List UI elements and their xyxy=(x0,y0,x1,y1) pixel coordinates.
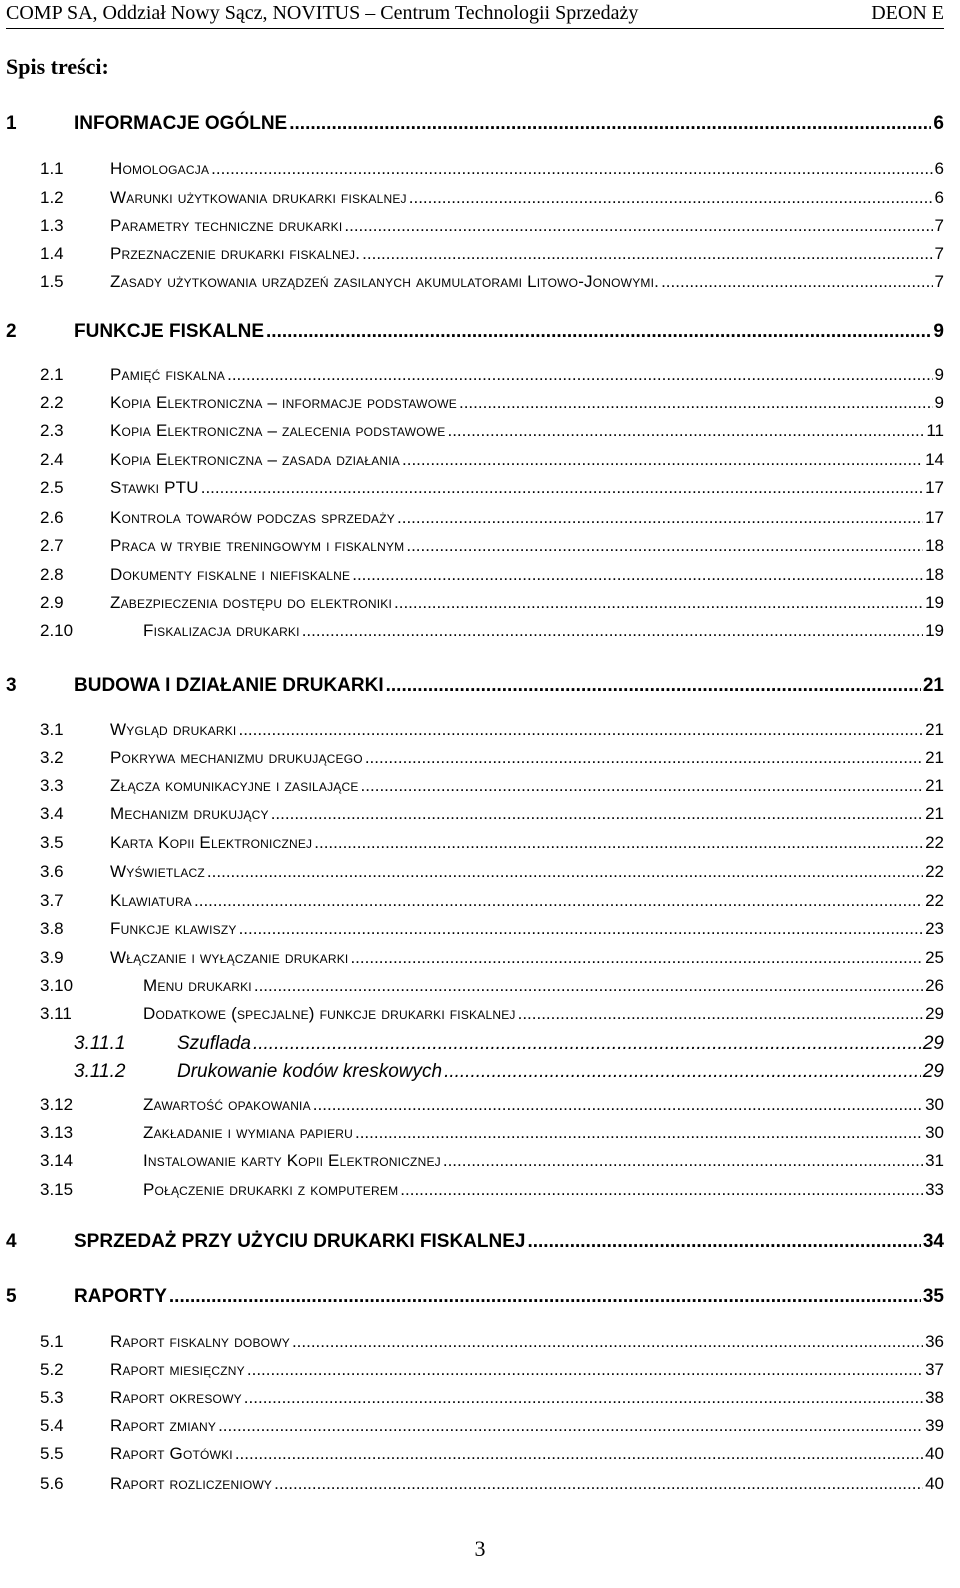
toc-entry-number: 5.2 xyxy=(40,1360,64,1379)
dot-leader xyxy=(237,919,924,939)
toc-entry-number: 5.4 xyxy=(40,1416,64,1435)
toc-entry[interactable] xyxy=(0,565,955,593)
toc-entry-number: 3.6 xyxy=(40,862,64,881)
toc-entry-number: 3.12 xyxy=(40,1095,74,1114)
toc-entry[interactable] xyxy=(0,478,955,506)
toc-entry-number: 2.6 xyxy=(40,508,64,527)
toc-entry[interactable] xyxy=(0,1332,955,1360)
toc-entry[interactable] xyxy=(0,804,955,832)
dot-leader xyxy=(516,1004,923,1024)
toc-entry-title: Pamięć fiskalna xyxy=(110,365,226,384)
toc-entry[interactable] xyxy=(0,776,955,804)
toc-entry-page: 29 xyxy=(922,1033,944,1054)
toc-entry-number: 2.1 xyxy=(40,365,64,384)
dot-leader xyxy=(290,1332,923,1352)
toc-entry-number: 3.7 xyxy=(40,891,64,910)
dot-leader xyxy=(445,421,924,441)
toc-entry-page: 29 xyxy=(922,1061,944,1082)
toc-entry[interactable] xyxy=(0,1231,955,1259)
toc-entry-page: 31 xyxy=(925,1151,944,1170)
toc-entry-page: 29 xyxy=(925,1004,944,1023)
dot-leader xyxy=(312,833,923,853)
toc-entry-page: 19 xyxy=(925,621,944,640)
toc-entry-page: 21 xyxy=(922,675,944,696)
dot-leader xyxy=(216,1416,923,1436)
toc-entry[interactable] xyxy=(0,1151,955,1179)
toc-entry-title: Raport Gotówki xyxy=(110,1444,233,1463)
toc-entry[interactable] xyxy=(0,113,955,141)
toc-entry-number: 2.10 xyxy=(40,621,74,640)
toc-entry-page: 7 xyxy=(934,272,944,291)
dot-leader xyxy=(251,1033,921,1055)
dot-leader xyxy=(350,565,923,585)
toc-entry-title: RAPORTY xyxy=(74,1286,167,1307)
toc-entry[interactable] xyxy=(0,1416,955,1444)
toc-entry[interactable] xyxy=(0,393,955,421)
toc-entry-page: 6 xyxy=(934,159,944,178)
toc-entry-page: 14 xyxy=(925,450,944,469)
dot-leader xyxy=(525,1231,920,1253)
toc-entry-number: 3 xyxy=(6,675,17,696)
toc-entry-number: 3.5 xyxy=(40,833,64,852)
toc-entry-number: 3.11.2 xyxy=(74,1061,126,1082)
toc-entry-number: 3.10 xyxy=(40,976,74,995)
toc-entry-title: Praca w trybie treningowym i fiskalnym xyxy=(110,536,405,555)
toc-entry-page: 33 xyxy=(925,1180,944,1199)
toc-entry-title: Dodatkowe (specjalne) funkcje drukarki fiskalnej xyxy=(143,1004,516,1023)
dot-leader xyxy=(392,593,923,613)
toc-entry-page: 6 xyxy=(934,188,944,207)
toc-entry-page: 40 xyxy=(925,1444,944,1463)
toc-entry-number: 1.3 xyxy=(40,216,64,235)
dot-leader xyxy=(205,862,923,882)
toc-entry[interactable] xyxy=(0,159,955,187)
toc-entry[interactable] xyxy=(0,1095,955,1123)
toc-entry-page: 9 xyxy=(933,321,944,342)
toc-entry[interactable] xyxy=(0,833,955,861)
toc-entry-page: 22 xyxy=(925,862,944,881)
toc-entry-page: 38 xyxy=(925,1388,944,1407)
toc-entry-number: 3.2 xyxy=(40,748,64,767)
toc-entry[interactable] xyxy=(0,919,955,947)
dot-leader xyxy=(209,159,932,179)
toc-entry-page: 21 xyxy=(925,804,944,823)
dot-leader xyxy=(311,1095,923,1115)
dot-leader xyxy=(407,188,933,208)
toc-entry-number: 3.4 xyxy=(40,804,64,823)
toc-entry-number: 5.3 xyxy=(40,1388,64,1407)
page-number: 3 xyxy=(474,1536,486,1561)
dot-leader xyxy=(359,776,924,796)
dot-leader xyxy=(300,621,923,641)
header-model: DEON E xyxy=(871,2,944,24)
toc-entry-title: Kopia Elektroniczna – informacje podstawowe xyxy=(110,393,457,412)
toc-entry-title: Kopia Elektroniczna – zasada działania xyxy=(110,450,401,469)
toc-entry-number: 1 xyxy=(6,113,17,134)
toc-entry-number: 2.9 xyxy=(40,593,64,612)
dot-leader xyxy=(441,1151,923,1171)
toc-entry-number: 1.2 xyxy=(40,188,64,207)
toc-entry[interactable] xyxy=(0,891,955,919)
toc-entry-page: 40 xyxy=(925,1474,944,1493)
toc-entry-title: BUDOWA I DZIAŁANIE DRUKARKI xyxy=(74,675,384,696)
dot-leader xyxy=(264,321,931,343)
toc-entry-page: 34 xyxy=(922,1231,944,1252)
toc-entry[interactable] xyxy=(0,948,955,976)
toc-entry-number: 2 xyxy=(6,321,17,342)
toc-entry-page: 23 xyxy=(925,919,944,938)
toc-entry-page: 26 xyxy=(925,976,944,995)
toc-entry-number: 1.1 xyxy=(40,159,64,178)
toc-entry-title: Homologacja xyxy=(110,159,210,178)
toc-entry[interactable] xyxy=(0,272,955,300)
toc-entry-page: 7 xyxy=(934,244,944,263)
toc-entry[interactable] xyxy=(0,1123,955,1151)
toc-entry-page: 7 xyxy=(934,216,944,235)
toc-entry-page: 21 xyxy=(925,748,944,767)
toc-entry-title: Zasady użytkowania urządzeń zasilanych akumulatorami Litowo-Jonowymi. xyxy=(110,272,660,291)
toc-entry-number: 3.11.1 xyxy=(74,1033,126,1054)
toc-entry-page: 21 xyxy=(925,776,944,795)
toc-title: Spis treści: xyxy=(6,54,109,79)
toc-entry-title: Złącza komunikacyjne i zasilające xyxy=(110,776,359,795)
toc-entry[interactable] xyxy=(0,365,955,393)
dot-leader xyxy=(353,1123,923,1143)
toc-entry-number: 2.8 xyxy=(40,565,64,584)
toc-entry[interactable] xyxy=(0,1444,955,1472)
dot-leader xyxy=(236,720,923,740)
toc-entry-title: Fiskalizacja drukarki xyxy=(143,621,300,640)
header-company: COMP SA, Oddział Nowy Sącz, NOVITUS – Centrum Technologii Sprzedaży xyxy=(6,2,639,24)
dot-leader xyxy=(442,1061,921,1083)
toc-entry-title: Wyświetlacz xyxy=(110,862,205,881)
toc-entry[interactable] xyxy=(0,1474,955,1502)
toc-entry-number: 5.5 xyxy=(40,1444,64,1463)
toc-entry[interactable] xyxy=(0,321,955,349)
toc-entry-number: 5.1 xyxy=(40,1332,64,1351)
toc-entry-title: Drukowanie kodów kreskowych xyxy=(177,1061,443,1082)
dot-leader xyxy=(395,508,923,528)
toc-entry-title: Raport zmiany xyxy=(110,1416,217,1435)
toc-entry[interactable] xyxy=(0,748,955,776)
toc-entry-title: Mechanizm drukujący xyxy=(110,804,269,823)
toc-entry-title: Włączanie i wyłączanie drukarki xyxy=(110,948,349,967)
toc-entry[interactable] xyxy=(0,1004,955,1032)
dot-leader xyxy=(457,393,933,413)
toc-entry[interactable] xyxy=(0,1061,955,1089)
toc-entry-page: 18 xyxy=(925,536,944,555)
toc-entry-title: Instalowanie karty Kopii Elektronicznej xyxy=(143,1151,441,1170)
toc-entry[interactable] xyxy=(0,1033,955,1061)
toc-entry-number: 4 xyxy=(6,1231,17,1252)
dot-leader xyxy=(167,1286,921,1308)
toc-entry-title: Kopia Elektroniczna – zalecenia podstawowe xyxy=(110,421,446,440)
toc-entry[interactable] xyxy=(0,1180,955,1208)
toc-entry-number: 5 xyxy=(6,1286,17,1307)
toc-entry-page: 30 xyxy=(925,1095,944,1114)
dot-leader xyxy=(348,948,923,968)
toc-entry[interactable] xyxy=(0,536,955,564)
toc-entry[interactable] xyxy=(0,720,955,748)
toc-entry-number: 2.7 xyxy=(40,536,64,555)
dot-leader xyxy=(252,976,923,996)
dot-leader xyxy=(384,675,921,697)
toc-entry-title: Wygląd drukarki xyxy=(110,720,237,739)
toc-entry-title: Przeznaczenie drukarki fiskalnej. xyxy=(110,244,361,263)
toc-entry-page: 39 xyxy=(925,1416,944,1435)
toc-entry-title: Karta Kopii Elektronicznej xyxy=(110,833,313,852)
toc-entry-title: Raport miesięczny xyxy=(110,1360,245,1379)
toc-entry-title: FUNKCJE FISKALNE xyxy=(74,321,265,342)
toc-entry-page: 6 xyxy=(933,113,944,134)
dot-leader xyxy=(404,536,923,556)
toc-entry[interactable] xyxy=(0,450,955,478)
toc-entry[interactable] xyxy=(0,508,955,536)
toc-entry-number: 2.4 xyxy=(40,450,64,469)
toc-entry-number: 3.14 xyxy=(40,1151,74,1170)
dot-leader xyxy=(199,478,923,498)
dot-leader xyxy=(272,1474,923,1494)
dot-leader xyxy=(659,272,932,292)
toc-entry-number: 3.13 xyxy=(40,1123,74,1142)
dot-leader xyxy=(233,1444,923,1464)
toc-entry-title: Zabezpieczenia dostępu do elektroniki xyxy=(110,593,393,612)
toc-entry-number: 3.8 xyxy=(40,919,64,938)
toc-entry[interactable] xyxy=(0,1286,955,1314)
toc-entry-page: 9 xyxy=(934,393,944,412)
toc-entry-title: Raport fiskalny dobowy xyxy=(110,1332,290,1351)
toc-entry[interactable] xyxy=(0,1388,955,1416)
toc-entry-title: Pokrywa mechanizmu drukującego xyxy=(110,748,363,767)
toc-entry-title: Warunki użytkowania drukarki fiskalnej xyxy=(110,188,407,207)
toc-entry-number: 3.11 xyxy=(40,1004,72,1023)
toc-entry[interactable] xyxy=(0,188,955,216)
toc-entry-page: 17 xyxy=(925,478,944,497)
toc-entry-number: 5.6 xyxy=(40,1474,64,1493)
toc-entry[interactable] xyxy=(0,621,955,649)
toc-entry-page: 36 xyxy=(925,1332,944,1351)
toc-entry-page: 11 xyxy=(926,421,944,440)
toc-entry[interactable] xyxy=(0,862,955,890)
dot-leader xyxy=(342,216,932,236)
toc-entry-page: 21 xyxy=(925,720,944,739)
toc-entry-title: Zawartość opakowania xyxy=(143,1095,311,1114)
toc-entry[interactable] xyxy=(0,421,955,449)
dot-leader xyxy=(287,113,931,135)
toc-entry-number: 3.3 xyxy=(40,776,64,795)
toc-entry-title: Dokumenty fiskalne i niefiskalne xyxy=(110,565,351,584)
toc-entry-page: 35 xyxy=(922,1286,944,1307)
dot-leader xyxy=(360,244,932,264)
toc-entry-number: 1.4 xyxy=(40,244,64,263)
toc-entry-title: Raport rozliczeniowy xyxy=(110,1474,273,1493)
toc-entry-page: 22 xyxy=(925,833,944,852)
toc-entry-page: 19 xyxy=(925,593,944,612)
toc-entry-page: 37 xyxy=(925,1360,944,1379)
toc-entry[interactable] xyxy=(0,1360,955,1388)
toc-entry[interactable] xyxy=(0,976,955,1004)
toc-entry[interactable] xyxy=(0,216,955,244)
toc-entry-title: Połączenie drukarki z komputerem xyxy=(143,1180,399,1199)
toc-entry-title: SPRZEDAŻ PRZY UŻYCIU DRUKARKI FISKALNEJ xyxy=(74,1231,526,1252)
toc-entry-title: Parametry techniczne drukarki xyxy=(110,216,343,235)
toc-entry-number: 2.5 xyxy=(40,478,64,497)
toc-entry-title: Stawki PTU xyxy=(110,478,199,497)
toc-entry-page: 30 xyxy=(925,1123,944,1142)
toc-entry-page: 17 xyxy=(925,508,944,527)
toc-entry-title: INFORMACJE OGÓLNE xyxy=(74,113,288,134)
toc-entry-title: Menu drukarki xyxy=(143,976,252,995)
dot-leader xyxy=(242,1388,923,1408)
toc-entry-number: 3.15 xyxy=(40,1180,74,1199)
toc-entry-title: Klawiatura xyxy=(110,891,193,910)
toc-entry-title: Raport okresowy xyxy=(110,1388,242,1407)
toc-entry-number: 2.3 xyxy=(40,421,64,440)
dot-leader xyxy=(398,1180,923,1200)
dot-leader xyxy=(245,1360,923,1380)
dot-leader xyxy=(269,804,923,824)
toc-entry-title: Szuflada xyxy=(177,1033,251,1054)
dot-leader xyxy=(363,748,923,768)
toc-entry-number: 1.5 xyxy=(40,272,64,291)
toc-entry-number: 3.1 xyxy=(40,720,64,739)
toc-entry[interactable] xyxy=(0,675,955,703)
toc-entry-page: 22 xyxy=(925,891,944,910)
toc-entry-title: Funkcje klawiszy xyxy=(110,919,237,938)
toc-entry-page: 9 xyxy=(934,365,944,384)
toc-entry-title: Kontrola towarów podczas sprzedaży xyxy=(110,508,395,527)
dot-leader xyxy=(192,891,923,911)
toc-entry-page: 25 xyxy=(925,948,944,967)
toc-entry-number: 2.2 xyxy=(40,393,64,412)
dot-leader xyxy=(225,365,932,385)
dot-leader xyxy=(400,450,923,470)
toc-entry-page: 18 xyxy=(925,565,944,584)
toc-entry-title: Zakładanie i wymiana papieru xyxy=(143,1123,353,1142)
toc-entry[interactable] xyxy=(0,244,955,272)
running-header xyxy=(6,0,944,29)
toc-entry-number: 3.9 xyxy=(40,948,64,967)
toc-entry[interactable] xyxy=(0,593,955,621)
